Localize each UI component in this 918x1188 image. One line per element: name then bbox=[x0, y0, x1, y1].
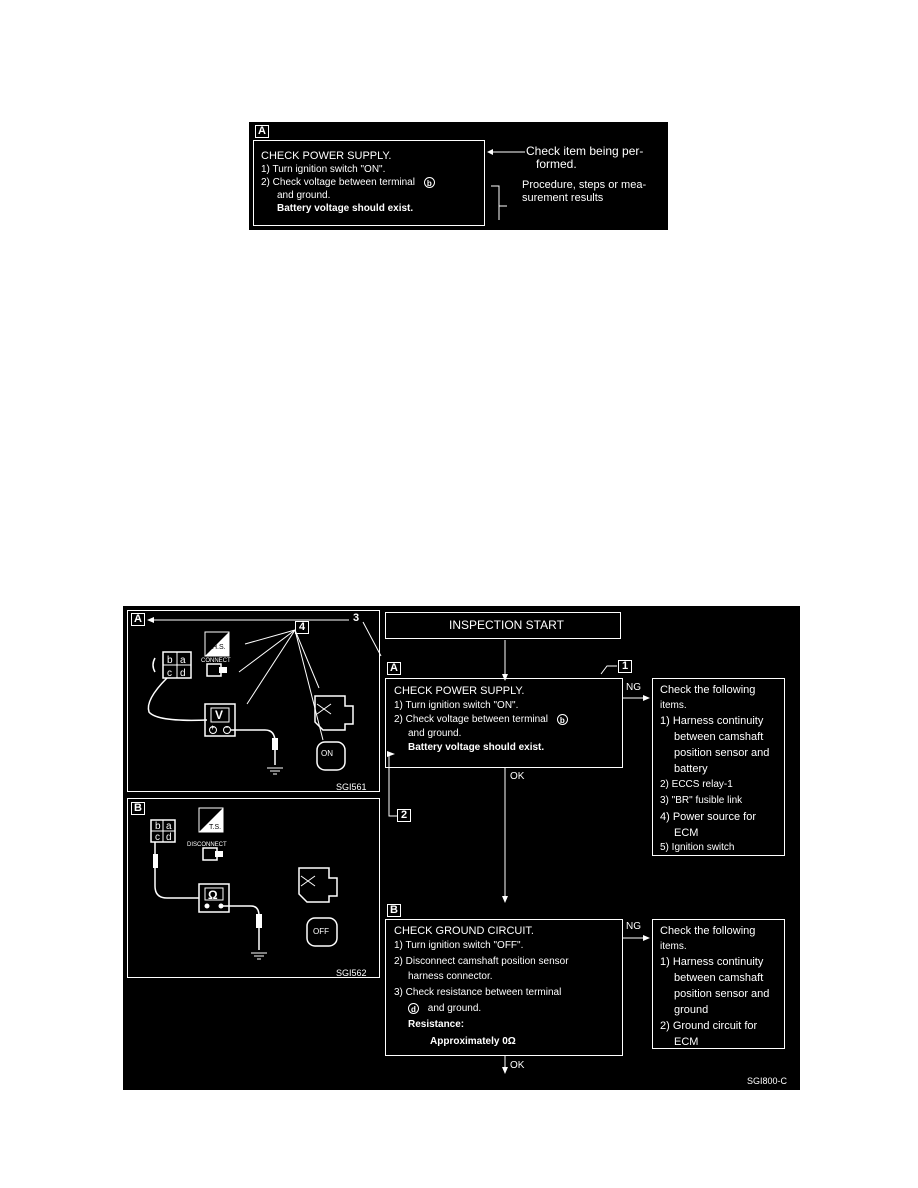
check-a-l8: 3) "BR" fusible link bbox=[660, 795, 743, 806]
check-a-l7: 2) ECCS relay-1 bbox=[660, 779, 733, 790]
check-b-l2: items. bbox=[660, 941, 687, 952]
ng-a: NG bbox=[626, 682, 641, 693]
check-b-l7: 2) Ground circuit for bbox=[660, 1020, 758, 1032]
legend-step2b: and ground. bbox=[277, 190, 331, 201]
hs-label: H.S. bbox=[212, 644, 226, 651]
pin-d-b: d bbox=[166, 832, 172, 843]
legend-note2b: surement results bbox=[522, 192, 604, 204]
ok-b: OK bbox=[510, 1060, 525, 1071]
check-a-l2: items. bbox=[660, 700, 687, 711]
step-b-res-value: Approximately 0Ω bbox=[430, 1036, 516, 1047]
pin-b-b: b bbox=[155, 821, 161, 832]
legend-note1a: Check item being per- bbox=[526, 144, 644, 158]
legend-figure bbox=[249, 122, 668, 230]
terminal-d-symbol: d bbox=[408, 1003, 419, 1014]
step-b-line4: 3) Check resistance between terminal bbox=[394, 987, 562, 998]
step-b-line5 bbox=[408, 1002, 481, 1015]
check-a-l5: position sensor and bbox=[674, 747, 770, 759]
legend-note2a: Procedure, steps or mea- bbox=[522, 179, 647, 191]
check-a-l3: 1) Harness continuity bbox=[660, 715, 764, 727]
check-a-l11: 5) Ignition switch bbox=[660, 842, 735, 853]
pin-d-a: d bbox=[180, 668, 186, 679]
panel-b-code: SGI562 bbox=[336, 968, 367, 978]
main-figure bbox=[123, 606, 800, 1090]
step-a-line2-text: 2) Check voltage between terminal bbox=[394, 714, 548, 725]
step-b-line5-text: and ground. bbox=[427, 1003, 482, 1014]
legend-result: Battery voltage should exist. bbox=[277, 203, 414, 214]
step-a-label: A bbox=[387, 662, 401, 675]
legend-step2-text: 2) Check voltage between terminal bbox=[261, 177, 415, 188]
step-b-line2: 2) Disconnect camshaft position sensor bbox=[394, 956, 569, 967]
panel-a-code: SGI561 bbox=[336, 782, 367, 792]
ts-label: T.S. bbox=[209, 824, 222, 831]
check-b-l1: Check the following bbox=[660, 925, 756, 937]
terminal-b-symbol: b bbox=[424, 177, 435, 188]
check-b-l3: 1) Harness continuity bbox=[660, 956, 764, 968]
check-b-l4: between camshaft bbox=[674, 972, 764, 984]
ohmmeter-symbol: Ω bbox=[208, 888, 218, 902]
key-on-label: ON bbox=[321, 749, 333, 758]
callout-4: 4 bbox=[295, 621, 309, 634]
panel-a-label: A bbox=[131, 613, 145, 626]
check-a-l10: ECM bbox=[674, 827, 699, 839]
check-b-l6: ground bbox=[674, 1004, 709, 1016]
figure-code: SGI800-C bbox=[747, 1076, 788, 1086]
check-a-l1: Check the following bbox=[660, 684, 756, 696]
pin-a-a: a bbox=[180, 655, 186, 666]
step-a-line1: 1) Turn ignition switch "ON". bbox=[394, 700, 519, 711]
step-b-line3: harness connector. bbox=[408, 971, 493, 982]
legend-step1: 1) Turn ignition switch "ON". bbox=[261, 164, 386, 175]
connect-label: CONNECT bbox=[201, 658, 231, 664]
ok-a: OK bbox=[510, 771, 525, 782]
legend-label-a: A bbox=[255, 125, 269, 138]
key-off-label: OFF bbox=[313, 927, 329, 936]
callout-3: 3 bbox=[352, 612, 360, 624]
voltmeter-symbol: V bbox=[215, 708, 224, 722]
inspection-start-text: INSPECTION START bbox=[449, 618, 564, 632]
panel-b-label: B bbox=[131, 802, 145, 815]
legend-note1b: formed. bbox=[536, 157, 577, 171]
step-b-label: B bbox=[387, 904, 401, 917]
ng-b: NG bbox=[626, 921, 641, 932]
terminal-b-symbol: b bbox=[557, 714, 568, 725]
meter-minus: − bbox=[224, 723, 229, 732]
pin-b-a: b bbox=[167, 655, 173, 666]
check-a-l9: 4) Power source for bbox=[660, 811, 756, 823]
step-b-line1: 1) Turn ignition switch "OFF". bbox=[394, 940, 524, 951]
callout-1: 1 bbox=[618, 660, 632, 673]
step-a-result: Battery voltage should exist. bbox=[408, 742, 545, 753]
disconnect-label: DISCONNECT bbox=[187, 842, 227, 848]
check-a-l4: between camshaft bbox=[674, 731, 764, 743]
pin-c-b: c bbox=[155, 832, 160, 843]
check-b-l5: position sensor and bbox=[674, 988, 770, 1000]
step-b-title: CHECK GROUND CIRCUIT. bbox=[394, 925, 534, 937]
step-b-res-label: Resistance: bbox=[408, 1019, 465, 1030]
meter-plus: + bbox=[210, 723, 215, 732]
step-a-line3: and ground. bbox=[408, 728, 462, 739]
step-a-line2 bbox=[394, 713, 568, 726]
callout-2: 2 bbox=[397, 809, 411, 822]
check-b-l8: ECM bbox=[674, 1036, 699, 1048]
check-a-l6: battery bbox=[674, 763, 708, 775]
pin-a-b: a bbox=[166, 821, 172, 832]
legend-title: CHECK POWER SUPPLY. bbox=[261, 150, 392, 162]
step-a-title: CHECK POWER SUPPLY. bbox=[394, 685, 525, 697]
legend-step2 bbox=[261, 176, 435, 189]
pin-c-a: c bbox=[167, 668, 172, 679]
